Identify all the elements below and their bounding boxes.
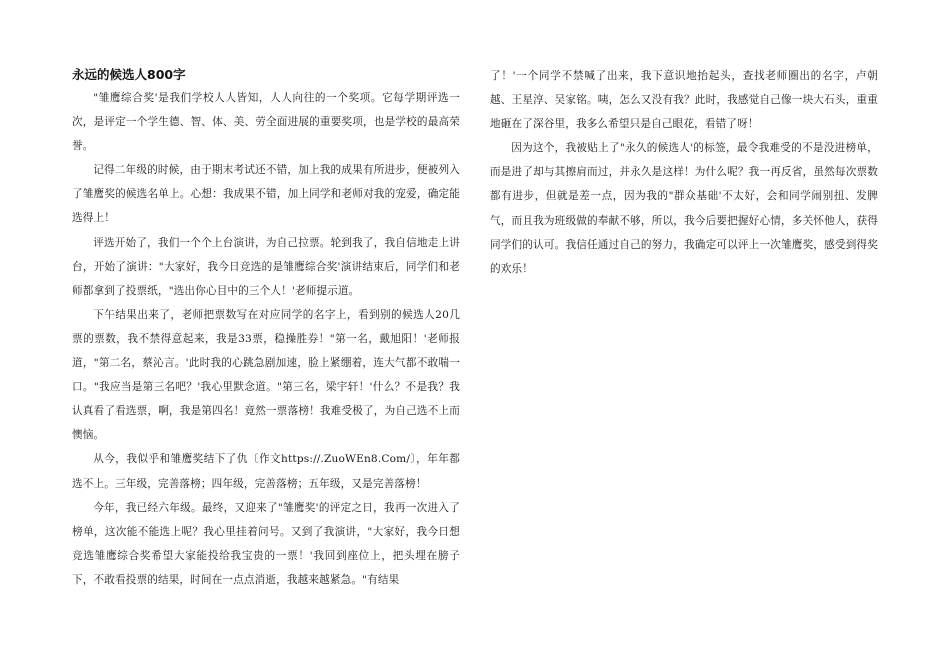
page-title: 永远的候选人800字 [72, 67, 186, 82]
paragraph: 从今，我似乎和雏鹰奖结下了仇〔作文https://.ZuoWEn8.Com/〕，年年都选不上。三年级，完善落榜；四年级，完善落榜；五年级，又是完善落榜！ [72, 453, 460, 490]
paragraph: 今年，我已经六年级。最终，又迎来了"雏鹰奖'的评定之日，我再一次进入了榜单，这次能不能选上呢？我心里挂着问号。又到了我演讲，"大家好，我今日想竞选雏鹰综合奖希望大家能投给我宝贵的一票！'我回到座位上，把头埋在膀子下，不敢看投票的结果，时间在一点点消逝，我越来越紧急。"有结果 [72, 501, 460, 586]
paragraph-continued: 了！'一个同学不禁喊了出来，我下意识地抬起头，查找老师圈出的名字，卢朝越、王星淳、吴家铭。咦，怎么又没有我？此时，我感觉自己像一块大石头，重重地砸在了深谷里，我多么希望只是自己眼花，看错了呀！ [490, 70, 878, 131]
paragraph: "雏鹰综合奖'是我们学校人人皆知，人人向往的一个奖项。它每学期评选一次，是评定一个学生德、智、体、美、劳全面进展的重要奖项，也是学校的最高荣誉。 [72, 92, 460, 153]
paragraph: 下午结果出来了，老师把票数写在对应同学的名字上，看到别的候选人20几票的票数，我不禁得意起来，我是33票，稳操胜券！"第一名，戴旭阳！'老师报道，"第二名，蔡沁言。'此时我的心跳急剧加速，脸上紧绷着，连大气都不敢喘一口。"我应当是第三名吧？'我心里默念道。"第三名，梁宇轩！'什么？不是我？我认真看了看选票，啊，我是第四名！竟然一票落榜！我难受极了，为自己选不上而懊恼。 [72, 308, 460, 442]
left-column [72, 64, 460, 592]
right-column [490, 64, 878, 281]
paragraph: 记得二年级的时候，由于期末考试还不错，加上我的成果有所进步，便被列入了雏鹰奖的候选名单上。心想：我成果不错，加上同学和老师对我的宠爱，确定能选得上！ [72, 164, 460, 225]
paragraph: 评选开始了，我们一个个上台演讲，为自己拉票。轮到我了，我自信地走上讲台，开始了演讲："大家好，我今日竞选的是雏鹰综合奖'演讲结束后，同学们和老师都拿到了投票纸，"选出你心目中的三个人！'老师提示道。 [72, 236, 460, 297]
paragraph: 因为这个，我被贴上了"永久的候选人'的标签，最令我难受的不是没进榜单，而是进了却与其擦肩而过，并永久是这样！为什么呢？我一再反省，虽然每次票数都有进步，但就是差一点，因为我的"群众基础'不太好，会和同学闹别扭、发脾气，而且我为班级做的奉献不够，所以，我今后要把握好心情，多关怀他人，获得同学们的认可。我信任通过自己的努力，我确定可以评上一次雏鹰奖，感受到得奖的欢乐！ [490, 142, 878, 275]
